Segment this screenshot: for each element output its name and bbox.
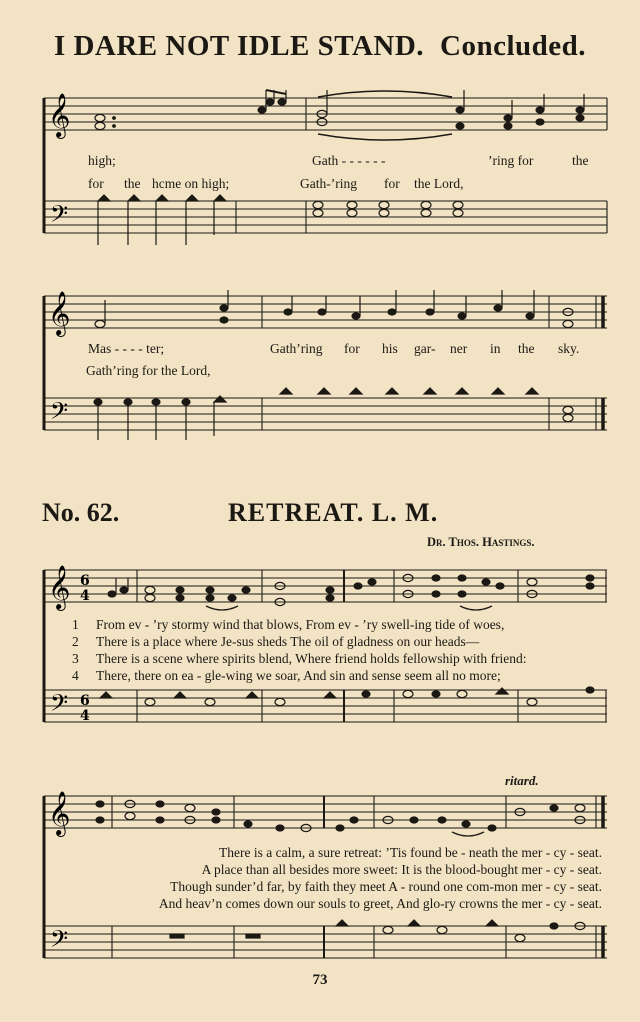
lyric-s1-lower-1: for — [88, 176, 104, 191]
verse-text: There is a scene where spirits blend, Where friend holds fellowship with friend: — [96, 651, 527, 666]
lyric-s1-upper-4: the — [572, 153, 589, 168]
lyric-s1-lower-3: hcme on high; — [152, 176, 230, 191]
bass-clef-icon: 𝄢 — [50, 200, 69, 233]
bass-clef-icon: 𝄢 — [50, 397, 69, 430]
verse-text: There, there on ea - gle-wing we soar, And sin and sense seem all no more; — [96, 668, 501, 683]
lyric-s1-lower-6: the Lord, — [414, 176, 464, 191]
time-sig-bass: 4 — [80, 708, 90, 724]
treble-clef-icon: 𝄞 — [48, 93, 71, 137]
lyric-s2-upper-2: Gath’ring — [270, 341, 323, 356]
lyric-s1-lower-4: Gath-’ring — [300, 176, 357, 191]
verse-text: There is a place where Je-sus sheds The oil of gladness on our heads— — [96, 634, 480, 649]
treble-clef-icon: 𝄞 — [48, 291, 71, 335]
lyric-s1-lower-2: the — [124, 176, 141, 191]
hymn-title: I DARE NOT IDLE STAND. — [53, 30, 425, 62]
lyric-s2-lower-1: Gath’ring for the Lord, — [86, 363, 211, 378]
lyric-s2-upper-5: gar- — [414, 341, 436, 356]
time-sig-bass: 6 — [80, 693, 90, 709]
refrain-line-4: And heav’n comes down our souls to greet, And glo-ry crowns the mer - cy - seat. — [158, 896, 602, 911]
treble-clef-icon: 𝄞 — [48, 791, 71, 835]
lyric-s2-upper-6: ner — [450, 341, 468, 356]
lyric-s1-lower-5: for — [384, 176, 400, 191]
refrain-line-3: Though sunder’d far, by faith they meet A - round one com-mon mer - cy - seat. — [170, 879, 602, 894]
refrain-line-1: There is a calm, a sure retreat: ’Tis found be - neath the mer - cy - seat. — [219, 845, 602, 860]
lyric-s2-upper-8: the — [518, 341, 535, 356]
hymn-subtitle: Concluded. — [440, 30, 587, 62]
bass-clef-icon: 𝄢 — [50, 689, 69, 722]
verse-number: 2 — [72, 634, 79, 649]
refrain-line-2: A place than all besides more sweet: It is the blood-bought mer - cy - seat. — [201, 862, 602, 877]
lyric-s1-upper-3: ’ring for — [488, 153, 534, 168]
treble-clef-icon: 𝄞 — [48, 565, 71, 609]
time-sig-treble: 4 — [80, 588, 90, 604]
lyric-s1-upper-2: Gath - - - - - - — [312, 153, 386, 168]
lyric-s2-upper-3: for — [344, 341, 360, 356]
bass-clef-icon: 𝄢 — [50, 925, 69, 958]
verse-number: 4 — [72, 668, 79, 683]
verse-number: 3 — [72, 651, 79, 666]
lyric-s2-upper-1: Mas - - - - ter; — [88, 341, 165, 356]
lyric-s1-upper-1: high; — [88, 153, 116, 168]
lyric-s2-upper-9: sky. — [558, 341, 580, 356]
tempo-marking: ritard. — [505, 773, 539, 788]
lyric-s2-upper-7: in — [490, 341, 501, 356]
hymn-number: No. 62. — [42, 498, 120, 527]
verse-text: From ev - ’ry stormy wind that blows, From ev - ’ry swell-ing tide of woes, — [96, 617, 505, 632]
hymn-title-retreat: RETREAT. L. M. — [228, 498, 439, 527]
verse-number: 1 — [72, 617, 79, 632]
time-sig-treble: 6 — [80, 573, 90, 589]
composer: Dr. Thos. Hastings. — [427, 535, 535, 549]
lyric-s2-upper-4: his — [382, 341, 398, 356]
page-number: 73 — [312, 972, 328, 988]
